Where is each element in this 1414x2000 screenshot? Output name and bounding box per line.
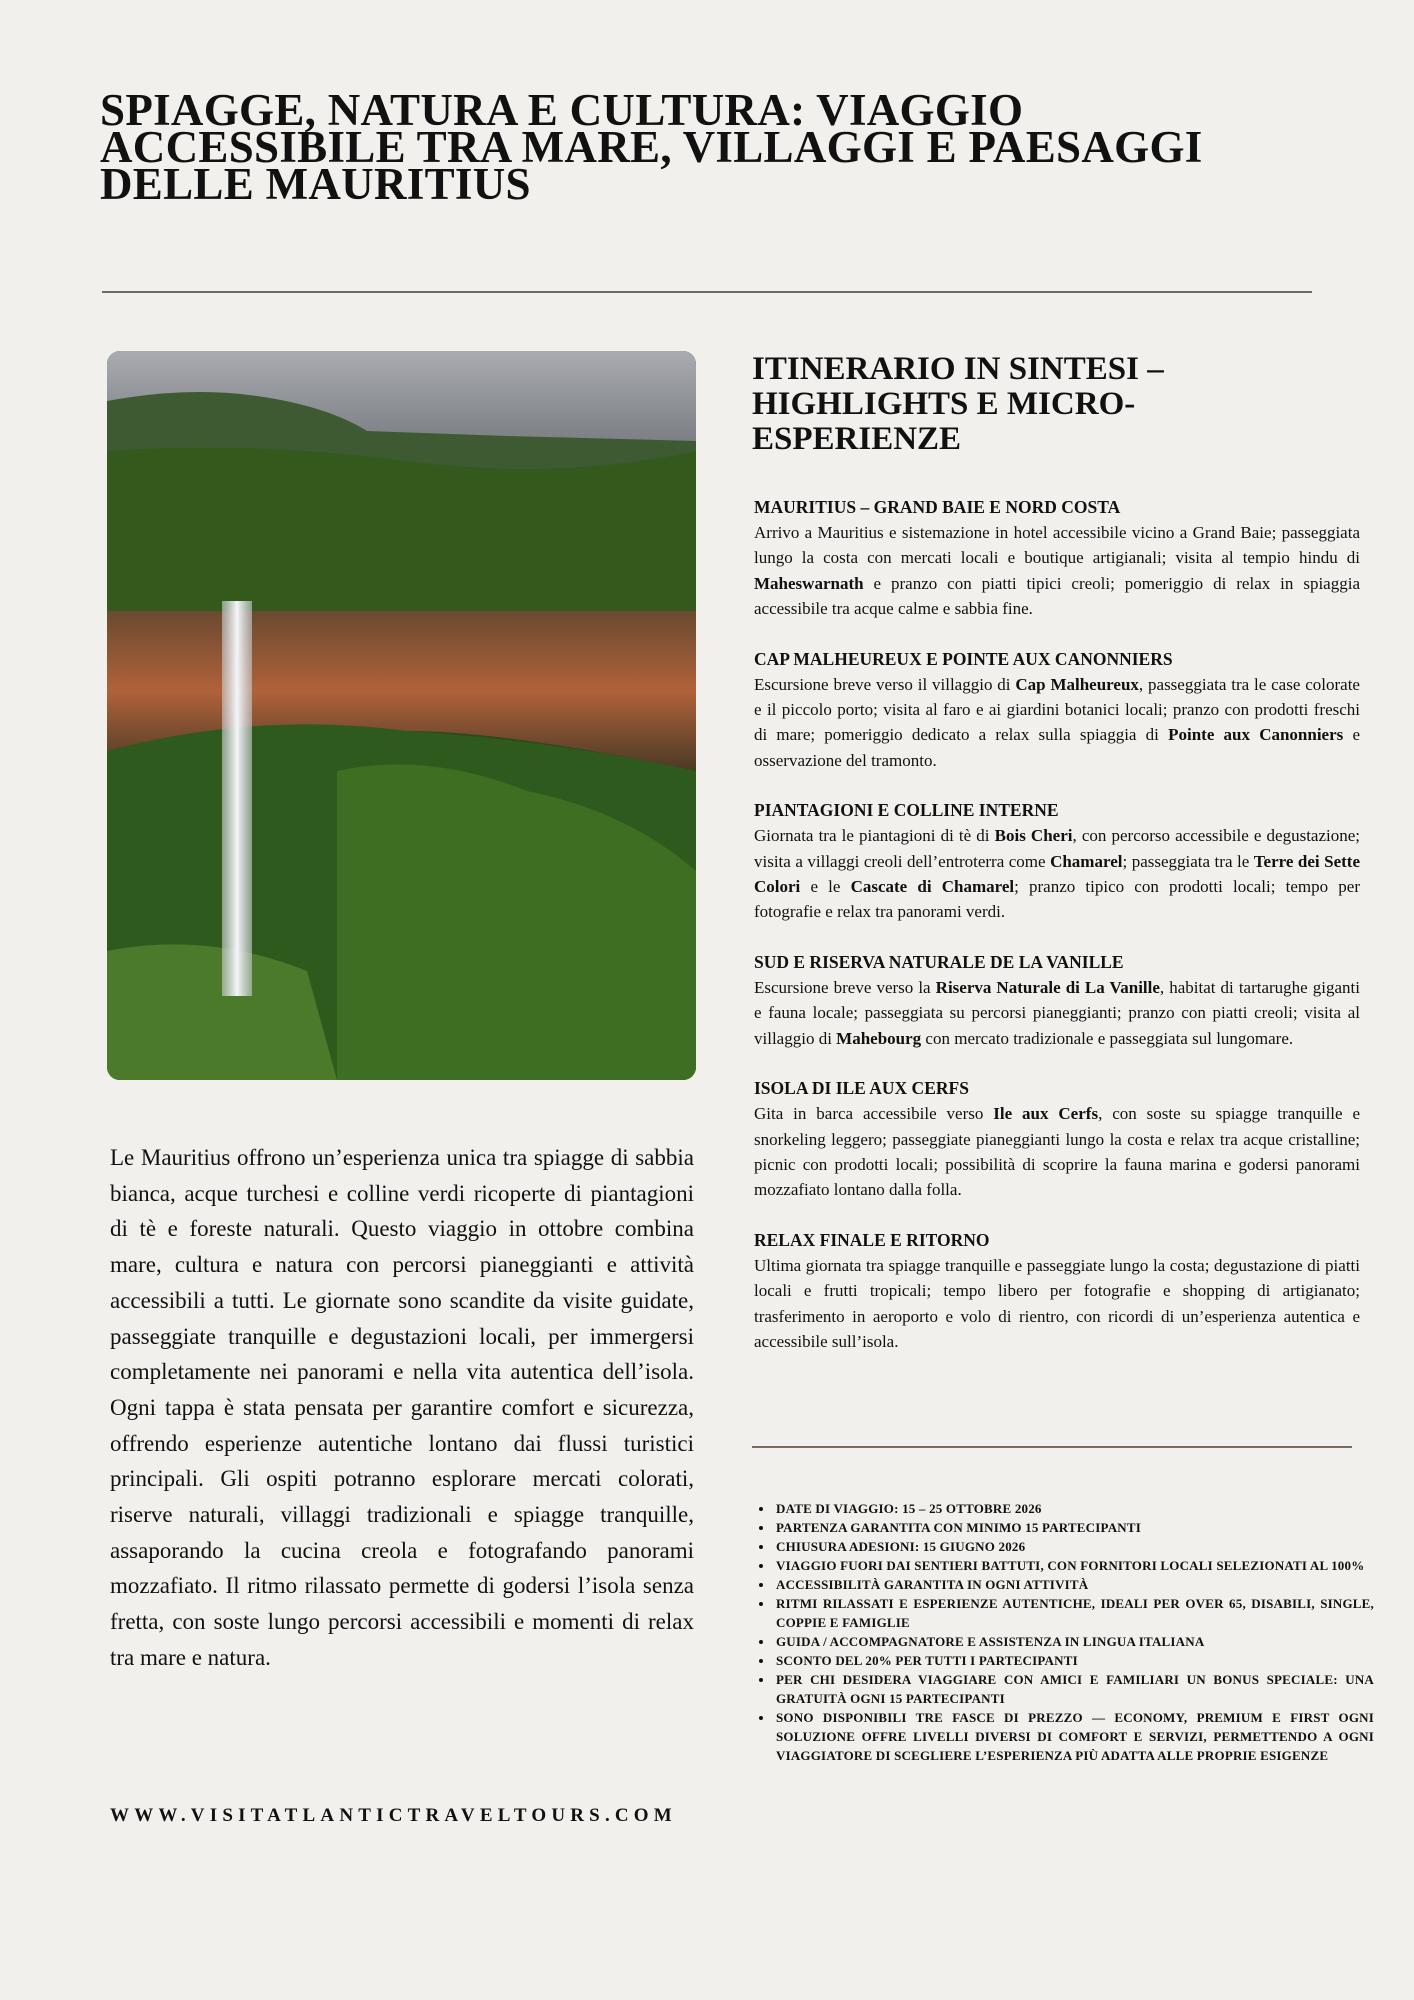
highlight-item: • SCONTO DEL 20% PER TUTTI I PARTECIPANTI	[774, 1651, 1374, 1670]
intro-paragraph: Le Mauritius offrono un’esperienza unica tra spiagge di sabbia bianca, acque turchesi e colline verdi ricoperte di piantagioni di tè e foreste naturali. Questo viaggio in ottobre combina mare, cultura e natura con percorsi pianeggianti e attività accessibili a tutti. Le giornate sono scandite da visite guidate, passeggiate tranquille e degustazioni locali, per immergersi completamente nei panorami e nella vita autentica dell’isola. Ogni tappa è stata pensata per garantire comfort e sicurezza, offrendo esperienze autentiche lontano dai flussi turistici principali. Gli ospiti potranno esplorare mercati colorati, riserve naturali, villaggi tradizionali e spiagge tranquille, assaporando la cucina creola e fotografando panorami mozzafiato. Il ritmo rilassato permette di godersi l’isola senza fretta, con soste lungo percorsi accessibili e momenti di relax tra mare e natura.	[110, 1145, 694, 1670]
section-text: e le	[800, 877, 851, 897]
title-divider	[102, 291, 1312, 293]
section-text: Escursione breve verso il villaggio di	[754, 674, 1016, 694]
itinerary-section	[754, 798, 1360, 925]
section-text: , con soste su spiagge tranquille e snorkeling leggero; passeggiate pianeggianti lungo la costa e relax tra acque cristalline; picnic con prodotti locali; possibilità di scoprire la fauna marina e godersi panorami mozzafiato lontano dalla folla.	[754, 1104, 1361, 1200]
section-text: Giornata tra le piantagioni di tè di	[754, 826, 995, 846]
section-title: MAURITIUS – GRAND BAIE E NORD COSTA	[754, 497, 1121, 517]
place-name: Riserva Naturale di La Vanille	[935, 977, 1160, 997]
highlight-item: • PARTENZA GARANTITA CON MINIMO 15 PARTECIPANTI	[774, 1518, 1374, 1537]
section-text: ; pranzo tipico con prodotti locali; tempo per fotografie e relax tra panorami verdi.	[754, 877, 1360, 922]
itinerary-section	[754, 1076, 1360, 1203]
highlight-item: • RITMI RILASSATI E ESPERIENZE AUTENTICHE, IDEALI PER OVER 65, DISABILI, SINGLE, COPPIE E FAMIGLIE	[774, 1594, 1374, 1632]
section-text: e pranzo con piatti tipici creoli; pomeriggio di relax in spiaggia accessibile tra acque calme e sabbia fine.	[754, 573, 1360, 619]
place-name: Pointe aux Canonniers	[1168, 725, 1344, 745]
waterfall-photo	[107, 351, 696, 1080]
section-body	[754, 975, 1360, 1051]
place-name: Bois Cheri	[994, 826, 1073, 846]
highlights-list	[756, 1499, 1374, 1765]
place-name: Maheswarnath	[754, 573, 864, 593]
website-link[interactable]: WWW.VISITATLANTICTRAVELTOURS.COM	[110, 1805, 677, 1826]
section-text: ; passeggiata tra le	[1122, 851, 1254, 871]
section-text: , habitat di tartarughe giganti e fauna locale; passeggiata su percorsi pianeggianti; pranzo con piatti creoli; visita al villaggio di	[754, 977, 1361, 1048]
section-divider	[752, 1446, 1352, 1448]
highlight-item: • CHIUSURA ADESIONI: 15 GIUGNO 2026	[774, 1537, 1374, 1556]
place-name: Cap Malheureux	[1015, 674, 1139, 694]
place-name: Chamarel	[1050, 851, 1123, 871]
section-text: Escursione breve verso la	[754, 977, 936, 997]
place-name: Cascate di Chamarel	[850, 877, 1015, 897]
section-text: , passeggiata tra le case colorate e il piccolo porto; visita al faro e ai giardini botanici locali; pranzo con prodotti freschi di mare; pomeriggio dedicato a relax sulla spiaggia di	[754, 674, 1360, 745]
itinerary-section	[754, 1228, 1360, 1355]
section-text: , con percorso accessibile e degustazione; visita a villaggi creoli dell’entroterra come	[754, 826, 1360, 871]
section-title: RELAX FINALE E RITORNO	[754, 1229, 990, 1250]
section-text: Ultima giornata tra spiagge tranquille e passeggiate lungo la costa; degustazione di piatti locali e frutti tropicali; tempo libero per fotografie e shopping di artigianato; trasferimento in aeroporto e volo di rientro, con ricordi di un’esperienza autentica e accessibile sull’isola.	[754, 1255, 1360, 1351]
itinerary-sections	[754, 495, 1360, 1379]
section-title: CAP MALHEUREUX E POINTE AUX CANONNIERS	[754, 648, 1173, 669]
section-title: ISOLA DI ILE AUX CERFS	[754, 1078, 969, 1099]
section-title: PIANTAGIONI E COLLINE INTERNE	[754, 800, 1059, 821]
section-body	[754, 823, 1360, 925]
page-title: SPIAGGE, NATURA E CULTURA: VIAGGIO ACCESSIBILE TRA MARE, VILLAGGI E PAESAGGI DELLE MAURITIUS	[100, 85, 1203, 209]
section-body	[754, 1253, 1360, 1355]
itinerary-section	[754, 950, 1360, 1051]
section-title: SUD E RISERVA NATURALE DE LA VANILLE	[754, 951, 1124, 972]
highlight-item: • ACCESSIBILITÀ GARANTITA IN OGNI ATTIVITÀ	[774, 1575, 1374, 1594]
place-name: Ile aux Cerfs	[993, 1104, 1099, 1124]
itinerary-section	[754, 495, 1360, 622]
section-text: e osservazione del tramonto.	[754, 725, 1360, 770]
itinerary-section	[754, 647, 1360, 774]
section-body	[754, 672, 1360, 774]
place-name: Terre dei Sette Colori	[754, 851, 1361, 897]
section-text: Arrivo a Mauritius e sistemazione in hotel accessibile vicino a Grand Baie; passeggiata lungo la costa con mercati locali e boutique artigianali; visita al tempio hindu di	[754, 523, 1360, 568]
section-text: Gita in barca accessibile verso	[754, 1104, 994, 1124]
itinerary-heading: ITINERARIO IN SINTESI – HIGHLIGHTS E MICRO-ESPERIENZE	[752, 351, 1164, 457]
section-body	[754, 1101, 1360, 1203]
section-body	[754, 520, 1360, 622]
highlight-item: • DATE DI VIAGGIO: 15 – 25 OTTOBRE 2026	[774, 1499, 1374, 1518]
section-text: con mercato tradizionale e passeggiata sul lungomare.	[921, 1028, 1294, 1048]
highlight-item: • SONO DISPONIBILI TRE FASCE DI PREZZO — ECONOMY, PREMIUM E FIRST OGNI SOLUZIONE OFFRE LIVELLI DIVERSI DI COMFORT E SERVIZI, PERMETTENDO A OGNI VIAGGIATORE DI SCEGLIERE L’ESPERIENZA PIÙ ADATTA ALLE PROPRIE ESIGENZE	[774, 1708, 1374, 1765]
highlight-item: • VIAGGIO FUORI DAI SENTIERI BATTUTI, CON FORNITORI LOCALI SELEZIONATI AL 100%	[774, 1556, 1374, 1575]
place-name: Mahebourg	[836, 1028, 922, 1048]
highlight-item: • GUIDA / ACCOMPAGNATORE E ASSISTENZA IN LINGUA ITALIANA	[774, 1632, 1374, 1651]
highlight-item: • PER CHI DESIDERA VIAGGIARE CON AMICI E FAMILIARI UN BONUS SPECIALE: UNA GRATUITÀ OGNI 15 PARTECIPANTI	[774, 1670, 1374, 1708]
